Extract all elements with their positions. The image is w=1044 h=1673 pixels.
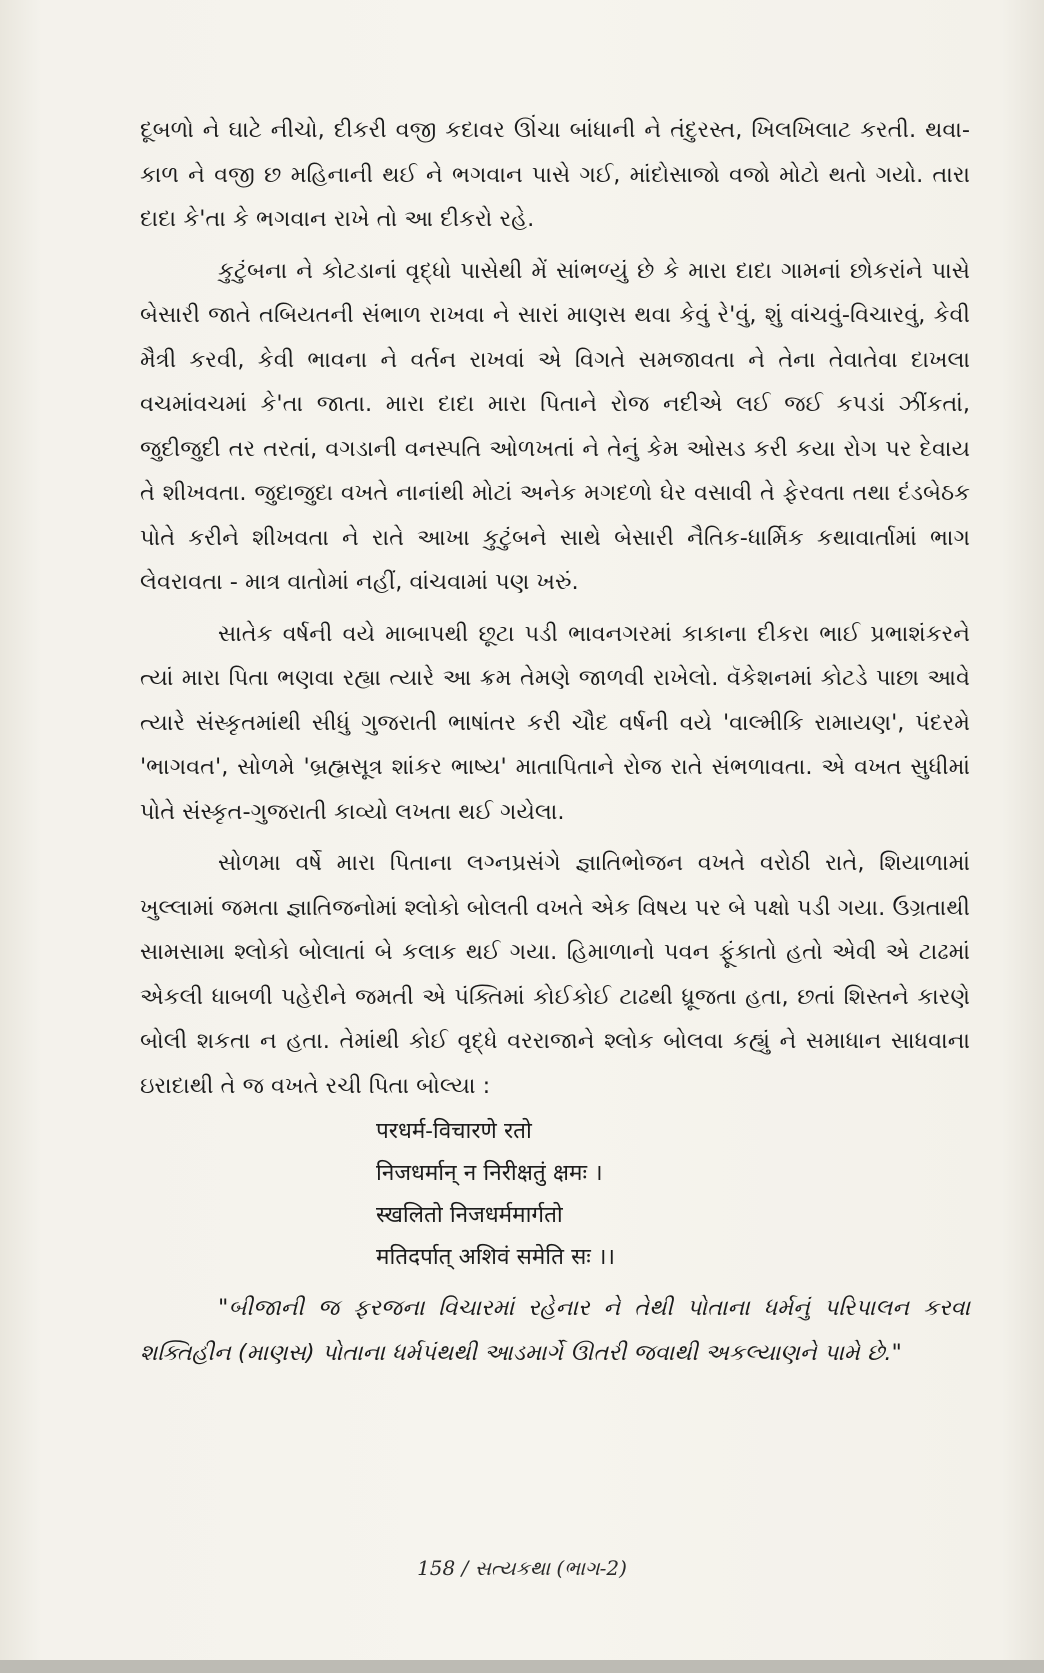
verse-line-2: निजधर्मान् न निरीक्षतुं क्षमः । [376,1160,603,1186]
paragraph-3: સાતેક વર્ષની વયે માબાપથી છૂટા પડી ભાવનગરમાં કાકાના દીકરા ભાઈ પ્રભાશંકરને ત્યાં મારા પિતા ભણવા રહ્યા ત્યારે આ ક્રમ તેમણે જાળવી રાખેલો. વૅકેશનમાં કોટડે પાછા આવે ત્યારે સંસ્કૃતમાંથી સીધું ગુજરાતી ભાષાંતર કરી ચૌદ વર્ષની વયે 'વાલ્મીકિ રામાયણ', પંદરમે 'ભાગવત', સોળમે 'બ્રહ્મસૂત્ર શાંકર ભાષ્ય' માતાપિતાને રોજ રાતે સંભળાવતા. એ વખત સુધીમાં પોતે સંસ્કૃત-ગુજરાતી કાવ્યો લખતા થઈ ગયેલા. [140,620,970,825]
verse-translation: "બીજાની જ ફરજના વિચારમાં રહેનાર ને તેથી પોતાના ધર્મનું પરિપાલન કરવા શક્તિહીન (માણસ) પોતાના ધર્મપંથથી આડમાર્ગે ઊતરી જવાથી અકલ્યાણને પામે છે." [140,1295,970,1366]
verse-line-4: मतिदर्पात् अशिवं समेति सः ।। [376,1244,616,1270]
verse-line-1: परधर्म-विचारणे रतो [376,1118,532,1144]
page-footer: 158 / સત્યકથા (ભાગ-2) [417,1556,627,1580]
verse-line-3: स्खलितो निजधर्ममार्गतो [376,1202,563,1228]
paragraph-2: કુટુંબના ને કોટડાનાં વૃદ્ધો પાસેથી મેં સાંભળ્યું છે કે મારા દાદા ગામનાં છોકરાંને પાસે બેસારી જાતે તબિયતની સંભાળ રાખવા ને સારાં માણસ થવા કેવું રે'વું, શું વાંચવું-વિચારવું, કેવી મૈત્રી કરવી, કેવી ભાવના ને વર્તન રાખવાં એ વિગતે સમજાવતા ને તેના તેવાતેવા દાખલા વચમાંવચમાં કે'તા જાતા. મારા દાદા મારા પિતાને રોજ નદીએ લઈ જઈ કપડાં ઝીંકતાં, જુદીજુદી તર તરતાં, વગડાની વનસ્પતિ ઓળખતાં ને તેનું કેમ ઓસડ કરી કયા રોગ પર દેવાય તે શીખવતા. જુદાજુદા વખતે નાનાંથી મોટાં અનેક મગદળો ઘેર વસાવી તે ફેરવતા તથા દંડબેઠક પોતે કરીને શીખવતા ને રાતે આખા કુટુંબને સાથે બેસારી નૈતિક-ધાર્મિક કથાવાર્તામાં ભાગ લેવરાવતા - માત્ર વાતોમાં નહીં, વાંચવામાં પણ ખરું. [140,257,970,595]
paragraph-4: સોળમા વર્ષે મારા પિતાના લગ્નપ્રસંગે જ્ઞાતિભોજન વખતે વરોઠી રાતે, શિયાળામાં ખુલ્લામાં જમતા જ્ઞાતિજનોમાં શ્લોકો બોલતી વખતે એક વિષય પર બે પક્ષો પડી ગયા. ઉગ્રતાથી સામસામા શ્લોકો બોલાતાં બે કલાક થઈ ગયા. હિમાળાનો પવન ફૂંકાતો હતો એવી એ ટાઢમાં એકલી ધાબળી પહેરીને જમતી એ પંક્તિમાં કોઈકોઈ ટાઢથી ધ્રૂજતા હતા, છતાં શિસ્તને કારણે બોલી શકતા ન હતા. તેમાંથી કોઈ વૃદ્ધે વરરાજાને શ્લોક બોલવા કહ્યું ને સમાધાન સાધવાના ઇરાદાથી તે જ વખતે રચી પિતા બોલ્યા : [140,850,970,1099]
scan-edge [0,1660,1044,1673]
sanskrit-verse [376,1110,970,1278]
page-body [140,108,970,1375]
paragraph-1: દૂબળો ને ઘાટે નીચો, દીકરી વજી કદાવર ઊંચા બાંધાની ને તંદુરસ્ત, ખિલખિલાટ કરતી. થવા-કાળ ને વજી છ મહિનાની થઈ ને ભગવાન પાસે ગઈ, માંદોસાજો વજો મોટો થતો ગયો. તારા દાદા કે'તા કે ભગવાન રાખે તો આ દીકરો રહે. [140,117,970,232]
